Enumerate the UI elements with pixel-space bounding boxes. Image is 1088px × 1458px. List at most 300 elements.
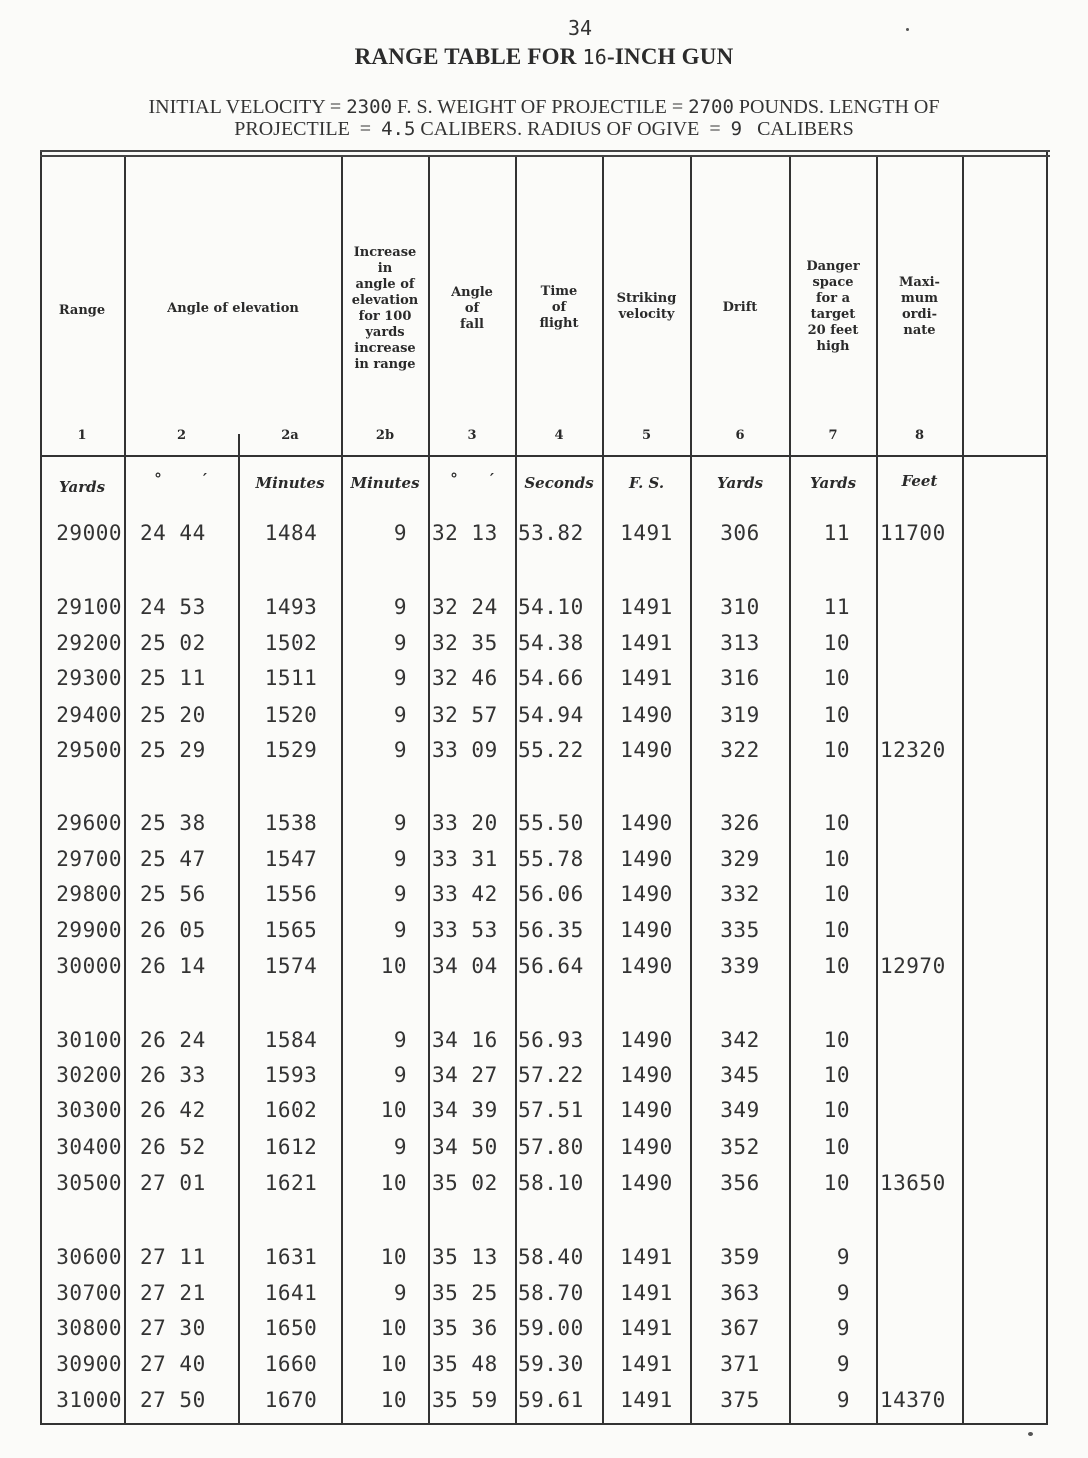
column-number: 8 — [914, 428, 925, 443]
drift-cell: 335 — [720, 918, 760, 942]
table-row — [40, 1130, 1048, 1164]
time-of-flight-cell: 54.94 — [518, 703, 584, 727]
angle-of-fall-cell: 34 16 — [432, 1028, 498, 1052]
striking-velocity-cell: 1490 — [620, 1028, 673, 1052]
elevation-minutes-cell: 1484 — [264, 521, 318, 545]
column-divider — [690, 157, 692, 1425]
danger-space-cell: 9 — [836, 1388, 850, 1412]
range-cell: 30200 — [56, 1063, 122, 1087]
header-drift: Drift — [722, 300, 758, 315]
time-of-flight-cell: 58.70 — [518, 1281, 584, 1305]
range-cell: 29800 — [56, 882, 122, 906]
danger-space-cell: 9 — [836, 1316, 850, 1340]
elevation-cell: 24 44 — [140, 521, 206, 545]
elevation-minutes-cell: 1556 — [264, 882, 318, 906]
drift-cell: 310 — [720, 595, 760, 619]
elevation-cell: 27 11 — [140, 1245, 206, 1269]
title-caliber: 16 — [582, 45, 607, 69]
elevation-minutes-cell: 1670 — [264, 1388, 318, 1412]
header-line: fall — [460, 317, 484, 332]
time-of-flight-cell: 56.64 — [518, 954, 584, 978]
elevation-minutes-cell: 1650 — [264, 1316, 318, 1340]
range-cell: 30400 — [56, 1135, 122, 1159]
elevation-cell: 27 01 — [140, 1171, 206, 1195]
striking-velocity-cell: 1491 — [620, 521, 673, 545]
elevation-cell: 24 53 — [140, 595, 206, 619]
max-ordinate-cell — [880, 661, 962, 695]
danger-space-cell: 10 — [823, 1135, 850, 1159]
angle-of-fall-cell: 35 36 — [432, 1316, 498, 1340]
increase-cell: 10 — [380, 1171, 407, 1195]
header-line: for 100 — [358, 309, 412, 324]
page-number: 34 — [567, 16, 593, 40]
unit-increase: Minutes — [350, 474, 420, 492]
drift-cell: 326 — [720, 811, 760, 835]
increase-cell: 9 — [393, 703, 407, 727]
angle-of-fall-cell: 35 48 — [432, 1352, 498, 1376]
range-cell: 29000 — [56, 521, 122, 545]
drift-cell: 319 — [720, 703, 760, 727]
striking-velocity-cell: 1490 — [620, 1063, 673, 1087]
increase-cell: 10 — [380, 1245, 407, 1269]
table-row — [40, 949, 1048, 983]
time-of-flight-cell: 53.82 — [518, 521, 584, 545]
title-suffix: -INCH GUN — [607, 44, 734, 69]
drift-cell: 329 — [720, 847, 760, 871]
striking-velocity-cell: 1490 — [620, 1098, 673, 1122]
striking-velocity-cell: 1491 — [620, 1352, 673, 1376]
drift-cell: 356 — [720, 1171, 760, 1195]
spec-text: PROJECTILE = — [234, 118, 382, 140]
projectile-length: 4.5 — [381, 118, 416, 140]
drift-cell: 322 — [720, 738, 760, 762]
increase-cell: 9 — [393, 811, 407, 835]
elevation-minutes-cell: 1502 — [264, 631, 318, 655]
drift-cell: 306 — [720, 521, 760, 545]
striking-velocity-cell: 1490 — [620, 738, 673, 762]
unit-degrees: ° — [154, 470, 162, 488]
elevation-cell: 25 38 — [140, 811, 206, 835]
header-time-flight — [516, 284, 602, 332]
danger-space-cell: 10 — [823, 1171, 850, 1195]
striking-velocity-cell: 1491 — [620, 1388, 673, 1412]
table-specifications — [40, 96, 1048, 140]
initial-velocity: 2300 — [346, 96, 392, 118]
elevation-cell: 26 33 — [140, 1063, 206, 1087]
time-of-flight-cell: 55.50 — [518, 811, 584, 835]
time-of-flight-cell: 54.38 — [518, 631, 584, 655]
column-divider — [124, 157, 126, 1425]
column-number: 5 — [641, 428, 652, 443]
table-row — [40, 1347, 1048, 1381]
elevation-cell: 25 56 — [140, 882, 206, 906]
elevation-minutes-cell: 1602 — [264, 1098, 318, 1122]
max-ordinate-cell — [880, 590, 962, 624]
table-row — [40, 913, 1048, 947]
range-cell: 29900 — [56, 918, 122, 942]
elevation-minutes-cell: 1538 — [264, 811, 318, 835]
table-row — [40, 1058, 1048, 1092]
header-increase — [342, 245, 428, 373]
unit-minutes-mark: ′ — [203, 470, 207, 488]
max-ordinate-cell — [880, 1311, 962, 1345]
table-top-rule — [40, 150, 1050, 152]
elevation-minutes-cell: 1593 — [264, 1063, 318, 1087]
increase-cell: 10 — [380, 1388, 407, 1412]
unit-degrees: ° — [450, 470, 458, 488]
increase-cell: 9 — [393, 1028, 407, 1052]
max-ordinate-cell: 13650 — [880, 1171, 946, 1195]
elevation-cell: 27 40 — [140, 1352, 206, 1376]
ogive-radius: 9 — [730, 118, 743, 140]
elevation-minutes-cell: 1612 — [264, 1135, 318, 1159]
danger-space-cell: 10 — [823, 703, 850, 727]
max-ordinate-cell — [880, 1276, 962, 1310]
max-ordinate-cell — [880, 877, 962, 911]
header-line: Time — [540, 284, 578, 299]
elevation-cell: 26 14 — [140, 954, 206, 978]
danger-space-cell: 10 — [823, 811, 850, 835]
header-line: of — [464, 301, 480, 316]
range-cell: 30800 — [56, 1316, 122, 1340]
range-cell: 30500 — [56, 1171, 122, 1195]
column-number: 1 — [77, 428, 87, 443]
spec-text: CALIBERS. RADIUS OF OGIVE = — [415, 118, 731, 140]
elevation-cell: 25 11 — [140, 666, 206, 690]
table-row — [40, 733, 1048, 767]
column-number: 2 — [176, 428, 187, 443]
max-ordinate-cell: 11700 — [880, 521, 946, 545]
max-ordinate-cell — [880, 913, 962, 947]
increase-cell: 9 — [393, 847, 407, 871]
spec-text: CALIBERS — [742, 118, 854, 140]
elevation-cell: 25 29 — [140, 738, 206, 762]
drift-cell: 375 — [720, 1388, 760, 1412]
danger-space-cell: 10 — [823, 666, 850, 690]
striking-velocity-cell: 1490 — [620, 882, 673, 906]
header-line: Angle — [451, 285, 493, 300]
table-row — [40, 661, 1048, 695]
time-of-flight-cell: 54.66 — [518, 666, 584, 690]
projectile-weight: 2700 — [688, 96, 734, 118]
elevation-cell: 26 52 — [140, 1135, 206, 1159]
max-ordinate-cell — [880, 626, 962, 660]
time-of-flight-cell: 57.80 — [518, 1135, 584, 1159]
increase-cell: 10 — [380, 1352, 407, 1376]
range-cell: 31000 — [56, 1388, 122, 1412]
angle-of-fall-cell: 34 39 — [432, 1098, 498, 1122]
striking-velocity-cell: 1490 — [620, 703, 673, 727]
table-row — [40, 1023, 1048, 1057]
time-of-flight-cell: 54.10 — [518, 595, 584, 619]
drift-cell: 363 — [720, 1281, 760, 1305]
range-cell: 29200 — [56, 631, 122, 655]
header-line: space — [812, 275, 854, 290]
elevation-cell: 25 02 — [140, 631, 206, 655]
range-cell: 30300 — [56, 1098, 122, 1122]
header-line: Increase — [353, 245, 417, 260]
column-divider — [515, 157, 517, 1425]
danger-space-cell: 10 — [823, 847, 850, 871]
increase-cell: 9 — [393, 1281, 407, 1305]
angle-of-fall-cell: 33 53 — [432, 918, 498, 942]
danger-space-cell: 11 — [823, 595, 850, 619]
header-line: Striking — [616, 291, 677, 306]
drift-cell: 367 — [720, 1316, 760, 1340]
header-max-ordinate — [877, 275, 962, 339]
header-danger-space — [790, 259, 876, 355]
max-ordinate-cell — [880, 806, 962, 840]
danger-space-cell: 10 — [823, 954, 850, 978]
time-of-flight-cell: 59.30 — [518, 1352, 584, 1376]
header-line: increase — [354, 341, 416, 356]
angle-of-fall-cell: 35 13 — [432, 1245, 498, 1269]
header-line: ordi- — [902, 307, 937, 322]
table-row — [40, 626, 1048, 660]
max-ordinate-cell: 12970 — [880, 954, 946, 978]
striking-velocity-cell: 1490 — [620, 954, 673, 978]
elevation-cell: 27 30 — [140, 1316, 206, 1340]
drift-cell: 345 — [720, 1063, 760, 1087]
elevation-minutes-cell: 1660 — [264, 1352, 318, 1376]
header-line: yards — [365, 325, 405, 340]
angle-of-fall-cell: 33 42 — [432, 882, 498, 906]
angle-of-fall-cell: 34 27 — [432, 1063, 498, 1087]
angle-of-fall-cell: 35 02 — [432, 1171, 498, 1195]
header-line: Danger — [806, 259, 860, 274]
danger-space-cell: 10 — [823, 738, 850, 762]
striking-velocity-cell: 1491 — [620, 1316, 673, 1340]
header-striking-velocity — [603, 291, 690, 323]
increase-cell: 9 — [393, 1135, 407, 1159]
range-cell: 30900 — [56, 1352, 122, 1376]
spec-line-2 — [40, 118, 1048, 140]
drift-cell: 342 — [720, 1028, 760, 1052]
time-of-flight-cell: 56.35 — [518, 918, 584, 942]
time-of-flight-cell: 56.06 — [518, 882, 584, 906]
header-rule — [40, 455, 1048, 457]
striking-velocity-cell: 1491 — [620, 631, 673, 655]
angle-of-fall-cell: 32 46 — [432, 666, 498, 690]
header-line: velocity — [618, 307, 675, 322]
angle-of-fall-cell: 33 09 — [432, 738, 498, 762]
table-row — [40, 1276, 1048, 1310]
striking-velocity-cell: 1490 — [620, 1171, 673, 1195]
elevation-minutes-cell: 1565 — [264, 918, 318, 942]
header-line: in — [377, 261, 393, 276]
elevation-minutes-cell: 1493 — [264, 595, 318, 619]
increase-cell: 9 — [393, 595, 407, 619]
column-number: 6 — [735, 428, 745, 443]
table-row — [40, 516, 1048, 550]
column-divider — [962, 157, 964, 1425]
column-number: 2b — [375, 428, 395, 443]
max-ordinate-cell — [880, 1023, 962, 1057]
table-row — [40, 698, 1048, 732]
table-row — [40, 590, 1048, 624]
angle-of-fall-cell: 32 24 — [432, 595, 498, 619]
title-prefix: RANGE TABLE FOR — [354, 44, 577, 69]
range-table-frame — [40, 150, 1048, 1425]
elevation-minutes-cell: 1529 — [264, 738, 318, 762]
elevation-minutes-cell: 1547 — [264, 847, 318, 871]
elevation-cell: 25 20 — [140, 703, 206, 727]
striking-velocity-cell: 1491 — [620, 1281, 673, 1305]
header-line: angle of — [355, 277, 415, 292]
range-cell: 30000 — [56, 954, 122, 978]
elevation-minutes-cell: 1631 — [264, 1245, 318, 1269]
unit-range: Yards — [58, 478, 106, 496]
max-ordinate-cell — [880, 1093, 962, 1127]
drift-cell: 359 — [720, 1245, 760, 1269]
striking-velocity-cell: 1490 — [620, 847, 673, 871]
table-row — [40, 877, 1048, 911]
time-of-flight-cell: 57.22 — [518, 1063, 584, 1087]
elevation-cell: 25 47 — [140, 847, 206, 871]
table-row — [40, 1093, 1048, 1127]
page-title — [0, 44, 1088, 70]
elevation-cell: 27 21 — [140, 1281, 206, 1305]
danger-space-cell: 10 — [823, 631, 850, 655]
angle-of-fall-cell: 32 13 — [432, 521, 498, 545]
time-of-flight-cell: 57.51 — [518, 1098, 584, 1122]
increase-cell: 9 — [393, 1063, 407, 1087]
header-range: Range — [58, 303, 106, 318]
danger-space-cell: 9 — [836, 1352, 850, 1376]
column-number: 7 — [828, 428, 838, 443]
danger-space-cell: 10 — [823, 1098, 850, 1122]
header-angle-fall — [429, 285, 515, 333]
table-row — [40, 1383, 1048, 1417]
column-divider — [602, 157, 604, 1425]
increase-cell: 10 — [380, 954, 407, 978]
increase-cell: 9 — [393, 738, 407, 762]
striking-velocity-cell: 1491 — [620, 595, 673, 619]
drift-cell: 316 — [720, 666, 760, 690]
column-number: 4 — [554, 428, 564, 443]
angle-of-fall-cell: 35 25 — [432, 1281, 498, 1305]
elevation-cell: 26 24 — [140, 1028, 206, 1052]
increase-cell: 9 — [393, 631, 407, 655]
elevation-cell: 26 42 — [140, 1098, 206, 1122]
danger-space-cell: 10 — [823, 882, 850, 906]
elevation-cell: 26 05 — [140, 918, 206, 942]
drift-cell: 339 — [720, 954, 760, 978]
scan-speck — [1028, 1432, 1033, 1436]
increase-cell: 9 — [393, 918, 407, 942]
danger-space-cell: 10 — [823, 918, 850, 942]
header-line: mum — [901, 291, 938, 306]
header-line: flight — [539, 316, 579, 331]
elevation-cell: 27 50 — [140, 1388, 206, 1412]
header-line: high — [816, 339, 850, 354]
spec-text: POUNDS. LENGTH OF — [733, 96, 940, 118]
spec-line-1 — [40, 96, 1048, 118]
range-cell: 29100 — [56, 595, 122, 619]
header-line: of — [551, 300, 567, 315]
header-line: 20 feet — [807, 323, 859, 338]
elevation-minutes-cell: 1520 — [264, 703, 318, 727]
max-ordinate-cell — [880, 842, 962, 876]
table-row — [40, 1166, 1048, 1200]
spec-text: F. S. WEIGHT OF PROJECTILE = — [391, 96, 689, 118]
striking-velocity-cell: 1491 — [620, 1245, 673, 1269]
danger-space-cell: 11 — [823, 521, 850, 545]
time-of-flight-cell: 58.40 — [518, 1245, 584, 1269]
max-ordinate-cell — [880, 1347, 962, 1381]
elevation-minutes-cell: 1511 — [264, 666, 318, 690]
column-divider — [428, 157, 430, 1425]
drift-cell: 352 — [720, 1135, 760, 1159]
header-angle-elevation: Angle of elevation — [167, 301, 299, 316]
drift-cell: 313 — [720, 631, 760, 655]
danger-space-cell: 9 — [836, 1245, 850, 1269]
range-cell: 29500 — [56, 738, 122, 762]
angle-of-fall-cell: 34 50 — [432, 1135, 498, 1159]
unit-minutes-mark: ′ — [490, 470, 494, 488]
time-of-flight-cell: 59.61 — [518, 1388, 584, 1412]
angle-of-fall-cell: 35 59 — [432, 1388, 498, 1412]
drift-cell: 371 — [720, 1352, 760, 1376]
table-top-rule — [40, 155, 1050, 157]
max-ordinate-cell — [880, 1058, 962, 1092]
max-ordinate-cell — [880, 1130, 962, 1164]
range-cell: 29600 — [56, 811, 122, 835]
elevation-minutes-cell: 1641 — [264, 1281, 318, 1305]
unit-danger: Yards — [809, 474, 857, 492]
header-line: nate — [903, 323, 936, 338]
angle-of-fall-cell: 33 20 — [432, 811, 498, 835]
header-line: elevation — [351, 293, 419, 308]
range-cell: 30100 — [56, 1028, 122, 1052]
header-line: for a — [815, 291, 851, 306]
increase-cell: 10 — [380, 1098, 407, 1122]
max-ordinate-cell: 14370 — [880, 1388, 946, 1412]
increase-cell: 9 — [393, 521, 407, 545]
time-of-flight-cell: 58.10 — [518, 1171, 584, 1195]
striking-velocity-cell: 1490 — [620, 918, 673, 942]
table-row — [40, 1240, 1048, 1274]
time-of-flight-cell: 56.93 — [518, 1028, 584, 1052]
range-cell: 29700 — [56, 847, 122, 871]
range-cell: 29400 — [56, 703, 122, 727]
max-ordinate-cell — [880, 1240, 962, 1274]
header-line: in range — [354, 357, 416, 372]
time-of-flight-cell: 59.00 — [518, 1316, 584, 1340]
unit-elevation-minutes: Minutes — [255, 474, 325, 492]
increase-cell: 10 — [380, 1316, 407, 1340]
range-cell: 30700 — [56, 1281, 122, 1305]
unit-time: Seconds — [524, 474, 594, 492]
elevation-minutes-cell: 1621 — [264, 1171, 318, 1195]
range-cell: 30600 — [56, 1245, 122, 1269]
table-row — [40, 806, 1048, 840]
spec-text: INITIAL VELOCITY = — [148, 96, 347, 118]
table-row — [40, 1311, 1048, 1345]
column-divider — [876, 157, 878, 1425]
danger-space-cell: 10 — [823, 1063, 850, 1087]
angle-of-fall-cell: 34 04 — [432, 954, 498, 978]
range-cell: 29300 — [56, 666, 122, 690]
unit-ordinate: Feet — [901, 472, 938, 490]
angle-of-fall-cell: 33 31 — [432, 847, 498, 871]
angle-of-fall-cell: 32 57 — [432, 703, 498, 727]
time-of-flight-cell: 55.22 — [518, 738, 584, 762]
column-number: 3 — [467, 428, 477, 443]
max-ordinate-cell: 12320 — [880, 738, 946, 762]
striking-velocity-cell: 1491 — [620, 666, 673, 690]
angle-of-fall-cell: 32 35 — [432, 631, 498, 655]
